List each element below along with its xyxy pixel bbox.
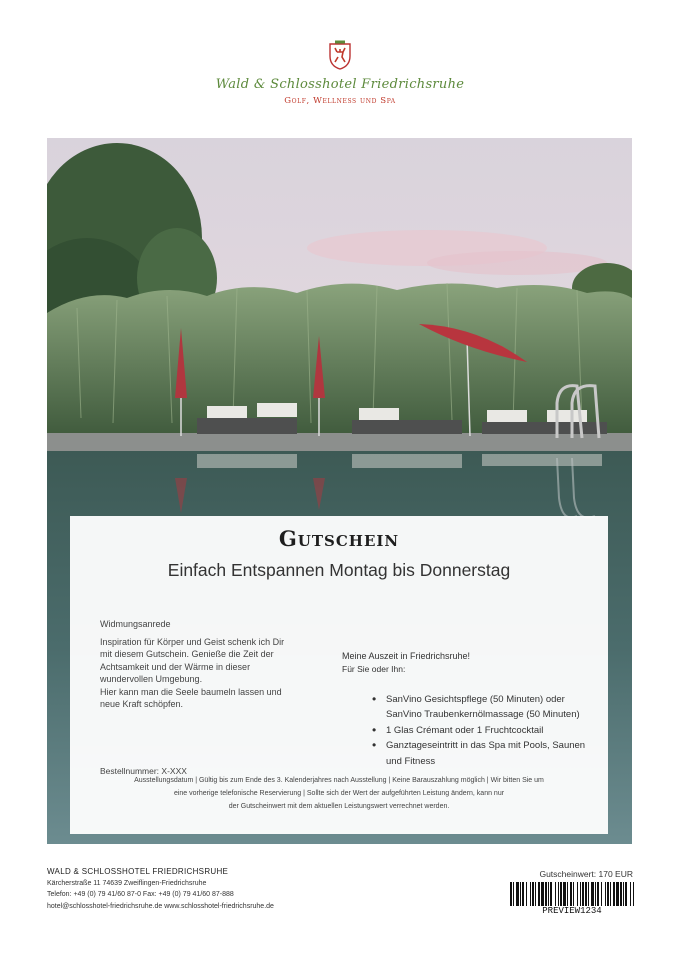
voucher-title: Gutschein <box>278 526 400 551</box>
dedication-label: Widmungsanrede <box>100 619 171 629</box>
hotel-tagline: Golf, Wellness und Spa <box>284 96 396 106</box>
hotel-logo <box>0 40 680 106</box>
footer-phone: Telefon: +49 (0) 79 41/60 87-0 Fax: +49 (0) 79 41/60 87-888 <box>47 891 234 898</box>
order-number: Bestellnummer: X-XXX <box>100 766 187 776</box>
footer-address: Kärcherstraße 11 74639 Zweiflingen-Friedrichsruhe <box>47 879 207 887</box>
footer-hotel-name: WALD & SCHLOSSHOTEL FRIEDRICHSRUHE <box>47 867 229 876</box>
legal-terms <box>90 774 588 813</box>
package-audience: Für Sie oder Ihn: <box>342 664 406 674</box>
legal-line: der Gutscheinwert mit dem aktuellen Leistungswert verrechnet werden. <box>228 803 450 810</box>
voucher-code: PREVIEW1234 <box>542 906 602 916</box>
intro-line: Hier kann man die Seele baumeln lassen und <box>100 686 282 697</box>
package-heading: Meine Auszeit in Friedrichsruhe! <box>342 651 471 661</box>
intro-line: Achtsamkeit und der Wärme in dieser <box>100 661 251 672</box>
package-items <box>372 692 602 769</box>
hotel-address-block <box>47 866 274 912</box>
deer-crest-icon <box>326 40 354 70</box>
list-item: • SanVino Gesichtspflege (50 Minuten) oder SanVino Traubenkernölmassage (50 Minuten) <box>372 692 602 723</box>
voucher-value: Gutscheinwert: 170 EUR <box>539 869 633 879</box>
footer-web: hotel@schlosshotel-friedrichsruhe.de www.schlosshotel-friedrichsruhe.de <box>47 902 274 910</box>
barcode-icon <box>510 882 634 906</box>
voucher-subtitle: Einfach Entspannen Montag bis Donnerstag <box>167 560 511 580</box>
intro-text <box>100 636 315 710</box>
intro-line: Inspiration für Körper und Geist schenk ich Dir <box>100 637 285 647</box>
list-item: • 1 Glas Crémant oder 1 Fruchtcocktail <box>372 723 602 738</box>
legal-line: Ausstellungsdatum | Gültig bis zum Ende des 3. Kalenderjahres nach Ausstellung | Keine Barauszahlung möglich | Wir bitten Sie um <box>134 777 544 784</box>
list-item: • Ganztageseintritt in das Spa mit Pools, Saunen und Fitness <box>372 738 602 769</box>
legal-line: eine vorherige telefonische Reservierung | Sollte sich der Wert der aufgeführten Leistung ändern, kann nur <box>173 790 505 797</box>
voucher-card <box>70 516 608 834</box>
intro-line: wundervollen Umgebung. <box>100 674 203 685</box>
intro-line: mit diesem Gutschein. Genieße die Zeit der <box>100 649 274 660</box>
hotel-name: Wald & Schlosshotel Friedrichsruhe <box>215 77 465 92</box>
intro-line: neue Kraft schöpfen. <box>100 699 184 710</box>
